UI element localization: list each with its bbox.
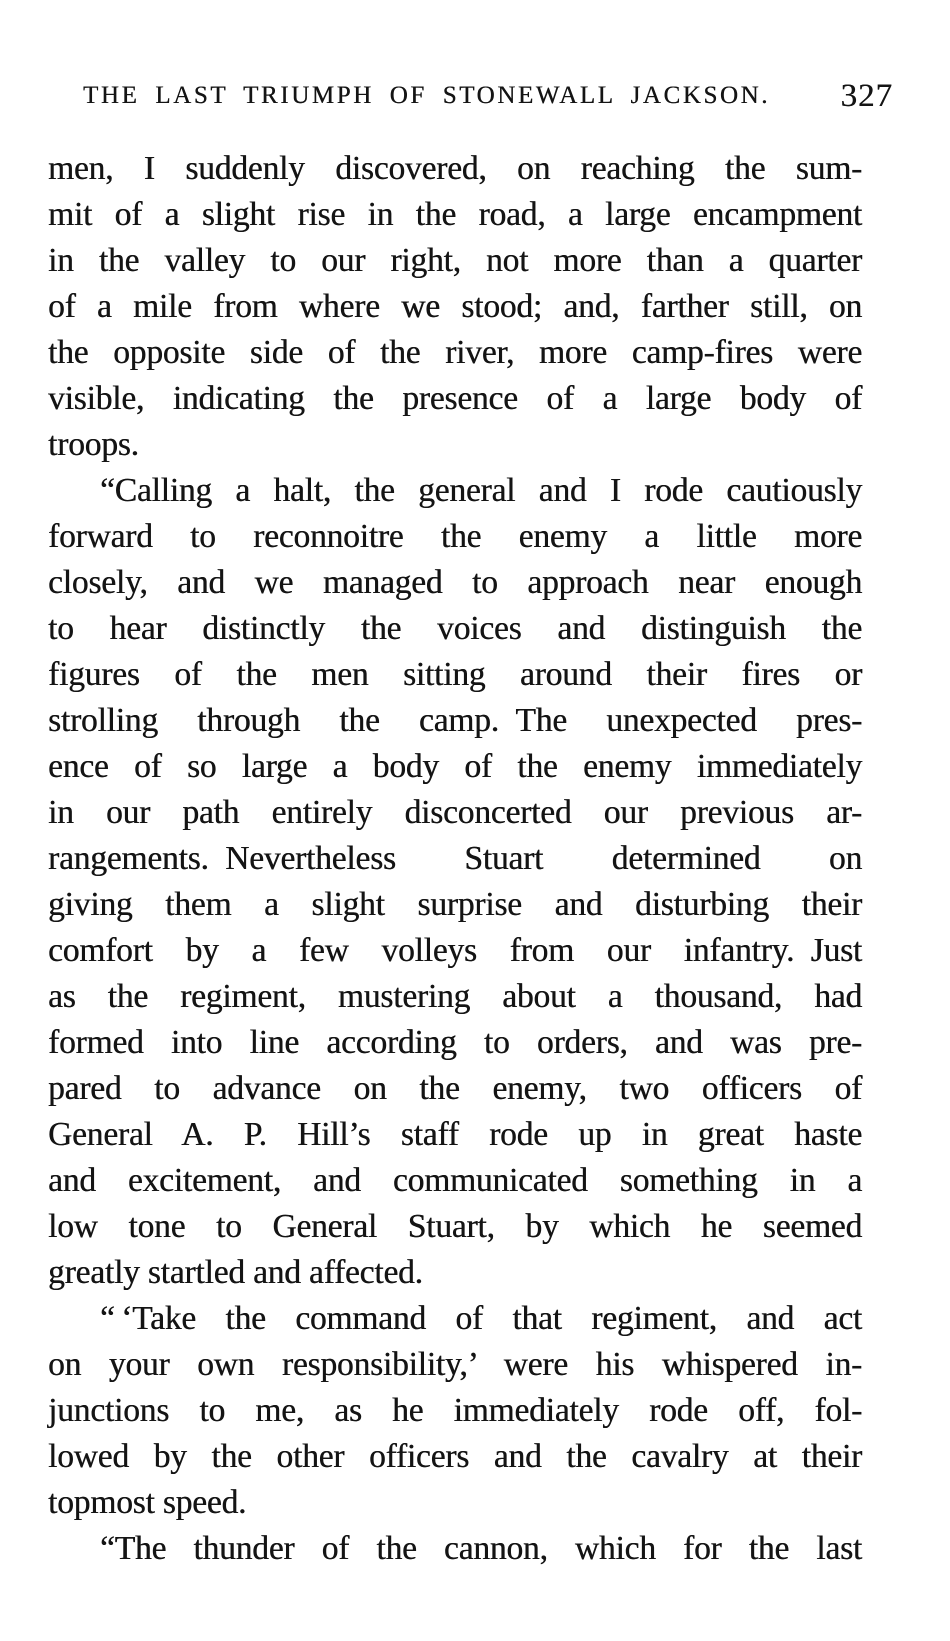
text-line: General A. P. Hill’s staff rode up in great haste [48, 1116, 862, 1153]
text-line: men, I suddenly discovered, on reaching the sum- [48, 150, 862, 187]
page-number: 327 [840, 78, 893, 114]
text-line: to hear distinctly the voices and distinguish the [48, 610, 862, 647]
text-line: ence of so large a body of the enemy immediately [48, 748, 862, 785]
text-line: troops. [48, 426, 139, 463]
text-line: closely, and we managed to approach near enough [48, 564, 862, 601]
text-line: of a mile from where we stood; and, farther still, on [48, 288, 862, 325]
text-line: pared to advance on the enemy, two officers of [48, 1070, 862, 1107]
text-line: visible, indicating the presence of a large body of [48, 380, 862, 417]
text-line: mit of a slight rise in the road, a large encampment [48, 196, 862, 233]
page-text [48, 146, 862, 1572]
text-line: figures of the men sitting around their fires or [48, 656, 862, 693]
text-line: and excitement, and communicated something in a [48, 1162, 862, 1199]
text-line: “The thunder of the cannon, which for the last [100, 1530, 862, 1567]
text-line: strolling through the camp. The unexpected pres- [48, 702, 862, 739]
text-line: giving them a slight surprise and disturbing their [48, 886, 862, 923]
text-line: rangements. Nevertheless Stuart determined on [48, 840, 862, 877]
text-line: topmost speed. [48, 1484, 247, 1521]
running-header [48, 78, 893, 112]
text-line: forward to reconnoitre the enemy a little more [48, 518, 862, 555]
text-line: as the regiment, mustering about a thousand, had [48, 978, 862, 1015]
text-line: lowed by the other officers and the cavalry at their [48, 1438, 862, 1475]
text-line: the opposite side of the river, more camp-fires were [48, 334, 862, 371]
text-line: greatly startled and affected. [48, 1254, 423, 1291]
text-line: junctions to me, as he immediately rode off, fol- [48, 1392, 862, 1429]
text-line: “Calling a halt, the general and I rode cautiously [100, 472, 862, 509]
text-line: comfort by a few volleys from our infantry. Just [48, 932, 862, 969]
text-line: on your own responsibility,’ were his whispered in- [48, 1346, 862, 1383]
text-line: in the valley to our right, not more than a quarter [48, 242, 862, 279]
text-line: “ ‘Take the command of that regiment, and act [100, 1300, 862, 1337]
text-line: low tone to General Stuart, by which he seemed [48, 1208, 862, 1245]
text-line: in our path entirely disconcerted our previous ar- [48, 794, 862, 831]
running-header-title: THE LAST TRIUMPH OF STONEWALL JACKSON. [82, 82, 771, 109]
text-line: formed into line according to orders, and was pre- [48, 1024, 862, 1061]
